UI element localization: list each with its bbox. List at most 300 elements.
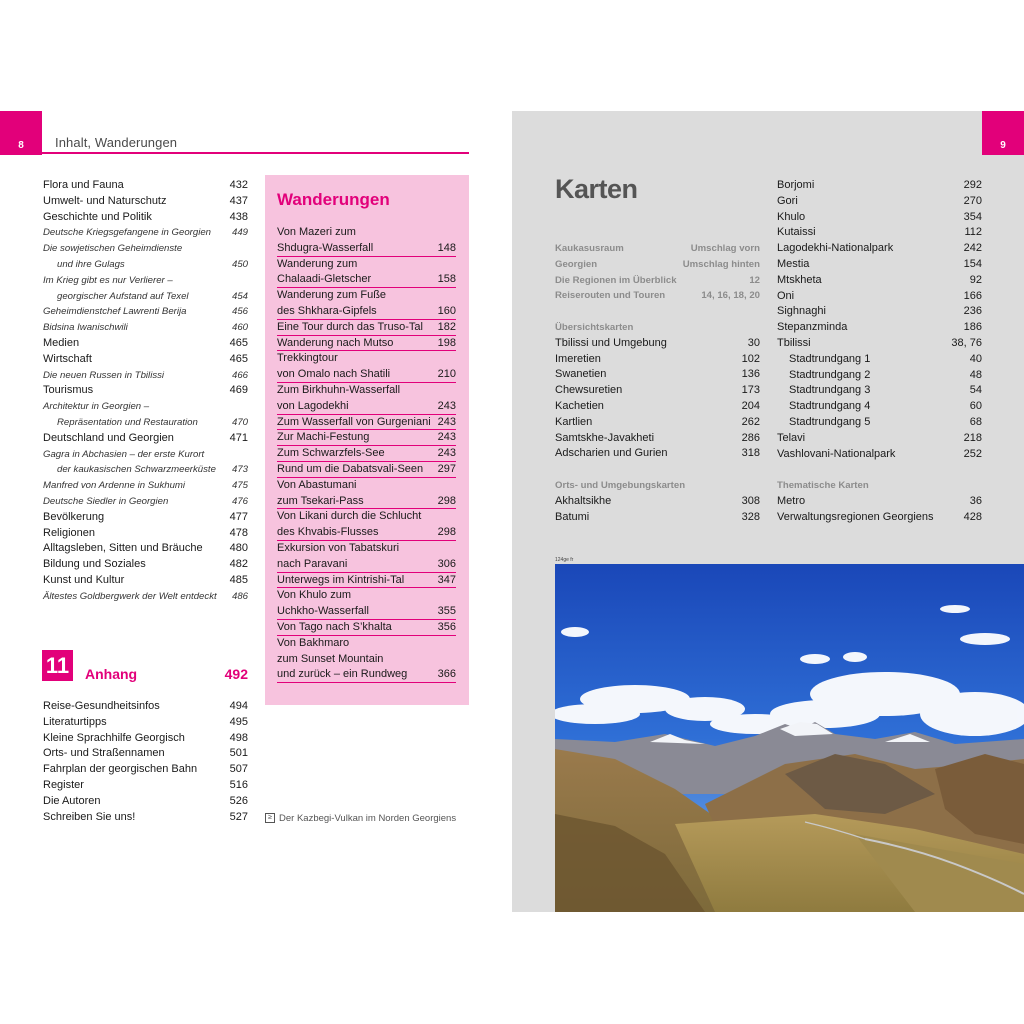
karten-entry-label: Reiserouten und Touren <box>555 290 666 302</box>
karten-entry-label: Telavi <box>777 431 806 444</box>
wanderung-entry <box>277 241 456 257</box>
wanderung-entry-label: des Khvabis-Flusses <box>277 526 379 539</box>
wanderung-entry <box>277 620 456 636</box>
karten-entry <box>777 510 982 526</box>
karten-entry-label: Kartlien <box>555 415 593 428</box>
karten-entry-page: 186 <box>963 321 982 334</box>
karten-entry-label: Orts- und Umgebungskarten <box>555 479 686 491</box>
appendix-entry-page: 526 <box>229 794 248 807</box>
toc-entry-label: georgischer Aufstand auf Texel <box>57 290 189 302</box>
toc-entry-page: 477 <box>229 510 248 523</box>
caption-text: Der Kazbegi-Vulkan im Norden Georgiens <box>279 813 457 824</box>
wanderung-entry <box>277 304 456 320</box>
karten-entry <box>555 399 760 415</box>
karten-entry-page: 60 <box>969 400 982 413</box>
toc-entry-label: Architektur in Georgien – <box>43 401 150 413</box>
toc-entry-page: 449 <box>231 227 248 239</box>
karten-entry <box>777 415 982 431</box>
karten-entry-page: 154 <box>963 257 982 270</box>
appendix-entry <box>43 810 248 826</box>
toc-entry <box>43 336 248 352</box>
karten-entry-label: Kaukasusraum <box>555 243 624 254</box>
karten-entry <box>777 478 982 494</box>
karten-entry-page: 204 <box>741 399 760 412</box>
appendix-entry-label: Register <box>43 778 84 791</box>
wanderung-entry-page: 198 <box>437 336 456 349</box>
karten-entry <box>555 288 760 304</box>
karten-entry-label: Übersichtskarten <box>555 321 634 333</box>
toc-entry-page: 454 <box>231 290 248 302</box>
toc-entry <box>43 510 248 526</box>
toc-entry-page: 476 <box>231 495 248 507</box>
wanderung-entry <box>277 320 456 336</box>
toc-entry-label: Medien <box>43 336 80 349</box>
toc-entry-label: Wirtschaft <box>43 352 92 365</box>
karten-entry-page: 286 <box>741 431 760 444</box>
toc-entry-page: 475 <box>231 480 248 492</box>
karten-entry-page: Umschlag vorn <box>690 243 760 254</box>
toc-entry-label: Geheimdienstchef Lawrenti Berija <box>43 306 187 318</box>
wanderung-entry <box>277 367 456 383</box>
karten-entry <box>777 257 982 273</box>
photo-credit: 124ge fr <box>555 557 574 563</box>
appendix-entry-page: 516 <box>229 778 248 791</box>
wanderung-entry-label: Wanderung zum Fuße <box>277 289 387 302</box>
karten-entry <box>777 210 982 226</box>
toc-entry-page: 482 <box>229 558 248 571</box>
karten-entry <box>777 273 982 289</box>
toc-list <box>43 178 248 605</box>
karten-entry-label: Lagodekhi-Nationalpark <box>777 242 894 255</box>
toc-entry <box>43 304 248 320</box>
karten-entry-page: 236 <box>963 305 982 318</box>
wanderungen-list <box>277 225 456 683</box>
karten-entry <box>777 241 982 257</box>
karten-entry-page: 354 <box>963 210 982 223</box>
wanderung-entry <box>277 478 456 494</box>
karten-entry-label: Gori <box>777 194 798 207</box>
karten-entry-page: 166 <box>963 289 982 302</box>
karten-entry-page: 308 <box>741 494 760 507</box>
wanderung-entry-label: Von Abastumani <box>277 478 357 491</box>
karten-entry-page: 270 <box>963 194 982 207</box>
karten-entry <box>555 320 760 336</box>
toc-entry <box>43 352 248 368</box>
toc-entry-page: 437 <box>229 194 248 207</box>
toc-entry-page: 470 <box>231 416 248 428</box>
appendix-entry-label: Reise-Gesundheitsinfos <box>43 700 160 712</box>
karten-entry <box>555 415 760 431</box>
chapter-number-badge: 11 <box>42 650 73 681</box>
wanderung-entry-label: Wanderung zum <box>277 257 358 270</box>
toc-entry-label: Ältestes Goldbergwerk der Welt entdeckt <box>43 590 217 602</box>
karten-entry-page: 36 <box>969 494 982 507</box>
karten-entry-page: 12 <box>749 274 760 286</box>
wanderung-entry-label: Uchkho-Wasserfall <box>277 605 369 618</box>
appendix-entry-label: Kleine Sprachhilfe Georgisch <box>43 731 185 744</box>
karten-entry-page: 40 <box>969 352 982 365</box>
wanderung-entry-page: 210 <box>437 368 456 381</box>
karten-entry-page: 318 <box>741 447 760 460</box>
wanderung-entry-page: 243 <box>437 415 456 428</box>
toc-entry <box>43 368 248 384</box>
wanderung-entry-label: Von Khulo zum <box>277 589 351 602</box>
karten-entry-label: Tbilissi und Umgebung <box>555 336 667 349</box>
karten-list-col2 <box>777 178 982 526</box>
toc-entry-page: 466 <box>231 369 248 381</box>
karten-entry <box>777 383 982 399</box>
wanderung-entry <box>277 430 456 446</box>
karten-entry <box>555 257 760 273</box>
wanderung-entry-page: 298 <box>437 494 456 507</box>
wanderungen-title: Wanderungen <box>277 190 390 209</box>
toc-entry <box>43 289 248 305</box>
wanderung-entry <box>277 588 456 604</box>
wanderung-entry-label: des Shkhara-Gipfels <box>277 304 377 317</box>
wanderung-entry <box>277 383 456 399</box>
wanderung-entry-label: Eine Tour durch das Truso-Tal <box>277 320 423 333</box>
wanderung-entry-page: 243 <box>437 431 456 444</box>
karten-entry <box>555 352 760 368</box>
karten-entry-label: Georgien <box>555 258 598 270</box>
karten-entry <box>555 446 760 462</box>
toc-entry-page: 456 <box>231 306 248 318</box>
chapter-title: Anhang <box>85 666 138 682</box>
karten-entry-page: 252 <box>963 447 982 460</box>
toc-entry <box>43 225 248 241</box>
karten-entry <box>777 399 982 415</box>
appendix-entry <box>43 699 248 715</box>
karten-entry-label: Mtskheta <box>777 273 822 286</box>
caption-marker-icon: ≥ <box>265 813 275 823</box>
wanderung-entry-label: Exkursion von Tabatskuri <box>277 541 400 554</box>
toc-entry-page: 465 <box>229 336 248 349</box>
wanderung-entry <box>277 604 456 620</box>
wanderung-entry <box>277 225 456 241</box>
wanderung-entry <box>277 494 456 510</box>
karten-entry-label: Vashlovani-Nationalpark <box>777 447 896 460</box>
wanderung-entry <box>277 509 456 525</box>
toc-entry <box>43 273 248 289</box>
wanderung-entry-label: Zur Machi-Festung <box>277 431 370 444</box>
karten-entry-label: Kachetien <box>555 399 604 412</box>
karten-entry-label: Stepanzminda <box>777 321 848 334</box>
toc-entry-label: und ihre Gulags <box>57 258 125 270</box>
karten-entry-label: Metro <box>777 494 806 507</box>
wanderung-entry <box>277 557 456 573</box>
karten-entry <box>555 336 760 352</box>
karten-entry <box>555 462 760 478</box>
karten-entry-label: Akhaltsikhe <box>555 494 612 507</box>
karten-entry <box>777 368 982 384</box>
appendix-entry <box>43 715 248 731</box>
karten-entry-label: Die Regionen im Überblick <box>555 274 677 286</box>
toc-entry <box>43 241 248 257</box>
toc-entry <box>43 589 248 605</box>
karten-entry <box>555 478 760 494</box>
karten-entry <box>777 304 982 320</box>
toc-entry <box>43 431 248 447</box>
wanderung-entry-label: Shdugra-Wasserfall <box>277 241 374 254</box>
wanderung-entry <box>277 573 456 589</box>
wanderung-entry-page: 306 <box>437 557 456 570</box>
wanderung-entry-page: 347 <box>437 573 456 586</box>
toc-entry <box>43 462 248 478</box>
toc-entry-page: 471 <box>229 431 248 444</box>
toc-entry-label: Bildung und Soziales <box>43 558 146 571</box>
toc-entry-label: Die sowjetischen Geheimdienste <box>43 243 183 255</box>
karten-entry <box>555 383 760 399</box>
toc-entry-page: 486 <box>231 590 248 602</box>
page-number-right: 9 <box>982 111 1024 155</box>
toc-entry <box>43 494 248 510</box>
karten-entry <box>777 462 982 478</box>
appendix-entry <box>43 731 248 747</box>
wanderung-entry-page: 148 <box>437 241 456 254</box>
toc-entry-label: Geschichte und Politik <box>43 210 152 223</box>
karten-entry-label: Thematische Karten <box>777 480 869 492</box>
karten-entry-label: Samtskhe-Javakheti <box>555 431 655 444</box>
wanderung-entry <box>277 399 456 415</box>
wanderung-entry-label: Trekkingtour <box>277 352 338 365</box>
wanderung-entry <box>277 525 456 541</box>
toc-entry <box>43 526 248 542</box>
karten-entry <box>555 241 760 257</box>
toc-entry-page: 465 <box>229 352 248 365</box>
karten-entry <box>555 273 760 289</box>
wanderung-entry-page: 366 <box>437 668 456 681</box>
toc-entry <box>43 399 248 415</box>
toc-entry <box>43 257 248 273</box>
wanderung-entry <box>277 288 456 304</box>
karten-entry <box>777 320 982 336</box>
toc-entry-label: Repräsentation und Restauration <box>57 416 198 428</box>
toc-entry-label: Die neuen Russen in Tbilissi <box>43 369 165 381</box>
toc-entry-label: Alltagsleben, Sitten und Bräuche <box>43 542 203 555</box>
toc-entry-label: Manfred von Ardenne in Sukhumi <box>43 480 186 492</box>
karten-entry <box>777 178 982 194</box>
karten-entry-label: Stadtrundgang 2 <box>789 368 871 381</box>
wanderung-entry-label: Zum Schwarzfels-See <box>277 447 385 460</box>
toc-entry-label: Flora und Fauna <box>43 179 124 191</box>
wanderung-entry-label: zum Tsekari-Pass <box>277 494 364 507</box>
karten-entry <box>777 336 982 352</box>
appendix-entry-label: Die Autoren <box>43 794 101 807</box>
karten-entry-page: 112 <box>964 226 982 239</box>
toc-entry <box>43 478 248 494</box>
karten-entry-page: 54 <box>969 384 982 397</box>
appendix-list <box>43 699 248 825</box>
toc-entry-label: Religionen <box>43 526 95 539</box>
karten-entry-page: 173 <box>741 384 760 397</box>
wanderung-entry-label: Zum Wasserfall von Gurgeniani <box>277 415 431 428</box>
wanderung-entry-label: Unterwegs im Kintrishi-Tal <box>277 573 405 586</box>
toc-entry-label: Im Krieg gibt es nur Verlierer – <box>43 274 173 286</box>
toc-entry <box>43 557 248 573</box>
photo-caption <box>265 813 456 824</box>
appendix-entry-page: 495 <box>229 715 248 728</box>
wanderung-entry-label: Rund um die Dabatsvali-Seen <box>277 462 424 475</box>
wanderung-entry <box>277 636 456 652</box>
header-divider <box>42 152 469 154</box>
appendix-entry-page: 527 <box>229 810 248 823</box>
appendix-entry-page: 501 <box>229 747 248 760</box>
wanderung-entry <box>277 272 456 288</box>
karten-entry-page: 242 <box>963 242 982 255</box>
karten-entry-label: Chewsuretien <box>555 384 623 397</box>
wanderung-entry-page: 356 <box>437 620 456 633</box>
wanderung-entry-label: zum Sunset Mountain <box>277 652 384 665</box>
karten-entry-label: Swanetien <box>555 368 607 381</box>
karten-entry <box>555 304 760 320</box>
wanderung-entry <box>277 257 456 273</box>
toc-entry-page: 478 <box>229 526 248 539</box>
page-number-left: 8 <box>0 111 42 155</box>
toc-entry-label: Deutsche Kriegsgefangene in Georgien <box>43 227 212 239</box>
wanderung-entry <box>277 667 456 683</box>
wanderung-entry-page: 355 <box>437 605 456 618</box>
karten-entry-label: Borjomi <box>777 179 815 191</box>
karten-entry-label: Adscharien und Gurien <box>555 447 668 460</box>
karten-list-col1 <box>555 241 760 525</box>
karten-entry <box>777 494 982 510</box>
wanderung-entry <box>277 351 456 367</box>
wanderung-entry <box>277 462 456 478</box>
appendix-entry-label: Fahrplan der georgischen Bahn <box>43 763 198 776</box>
karten-entry <box>777 447 982 463</box>
wanderung-entry-page: 182 <box>437 320 456 333</box>
karten-entry <box>777 289 982 305</box>
wanderung-entry <box>277 415 456 431</box>
toc-entry-label: Bidsina Iwanischwili <box>43 322 128 334</box>
karten-entry <box>555 510 760 526</box>
appendix-entry-page: 507 <box>229 763 248 776</box>
page-header-title: Inhalt, Wanderungen <box>55 135 178 150</box>
wanderung-entry <box>277 446 456 462</box>
karten-entry-page: 30 <box>747 336 760 349</box>
toc-entry-label: Deutschland und Georgien <box>43 431 174 444</box>
toc-entry <box>43 320 248 336</box>
appendix-entry-label: Orts- und Straßennamen <box>43 747 165 760</box>
wanderung-entry-label: von Omalo nach Shatili <box>277 368 391 381</box>
karten-title: Karten <box>555 174 638 204</box>
appendix-entry <box>43 762 248 778</box>
toc-entry-page: 432 <box>229 179 248 191</box>
karten-entry-label: Khulo <box>777 210 806 223</box>
wanderung-entry-label: Wanderung nach Mutso <box>277 336 394 349</box>
karten-entry-label: Sighnaghi <box>777 305 826 318</box>
toc-entry-page: 460 <box>231 322 248 334</box>
toc-entry <box>43 194 248 210</box>
appendix-entry-page: 494 <box>229 700 248 712</box>
toc-entry-label: Deutsche Siedler in Georgien <box>43 495 169 507</box>
karten-entry-page: 68 <box>969 415 982 428</box>
karten-entry-label: Kutaissi <box>777 226 816 239</box>
karten-entry-label: Verwaltungsregionen Georgiens <box>777 510 934 523</box>
appendix-entry-page: 498 <box>229 731 248 744</box>
karten-entry-page: 48 <box>969 368 982 381</box>
wanderung-entry-label: Von Bakhmaro <box>277 636 350 649</box>
wanderung-entry <box>277 336 456 352</box>
toc-entry-label: Umwelt- und Naturschutz <box>43 194 167 207</box>
karten-entry-page: 136 <box>741 368 760 381</box>
toc-entry-page: 480 <box>229 542 248 555</box>
toc-entry-label: Gagra in Abchasien – der erste Kurort <box>43 448 205 460</box>
karten-entry-label: Stadtrundgang 5 <box>789 415 871 428</box>
appendix-entry-label: Literaturtipps <box>43 715 107 728</box>
karten-entry-page: 218 <box>963 431 982 444</box>
toc-entry-page: 473 <box>231 464 248 476</box>
toc-entry <box>43 573 248 589</box>
karten-entry-label: Tbilissi <box>777 336 811 349</box>
toc-entry <box>43 210 248 226</box>
toc-entry <box>43 447 248 463</box>
karten-entry <box>777 431 982 447</box>
toc-entry <box>43 415 248 431</box>
karten-entry-page: 92 <box>969 273 982 286</box>
chapter-page: 492 <box>224 666 248 682</box>
karten-entry-page: 292 <box>963 179 982 191</box>
karten-entry-page: 328 <box>741 510 760 523</box>
appendix-entry <box>43 746 248 762</box>
toc-entry-label: Bevölkerung <box>43 510 105 523</box>
karten-entry-page: 14, 16, 18, 20 <box>701 290 760 302</box>
karten-entry <box>555 494 760 510</box>
karten-entry <box>777 352 982 368</box>
karten-entry-page: 262 <box>741 415 760 428</box>
appendix-entry-label: Schreiben Sie uns! <box>43 810 136 823</box>
wanderung-entry-page: 298 <box>437 526 456 539</box>
wanderung-entry-label: Zum Birkhuhn-Wasserfall <box>277 383 401 396</box>
appendix-entry <box>43 794 248 810</box>
wanderung-entry-label: Von Likani durch die Schlucht <box>277 510 422 523</box>
toc-entry-label: der kaukasischen Schwarzmeerküste <box>57 464 216 476</box>
karten-entry-page: Umschlag hinten <box>682 258 760 270</box>
toc-entry <box>43 541 248 557</box>
toc-entry <box>43 178 248 194</box>
toc-entry-label: Kunst und Kultur <box>43 573 125 586</box>
wanderung-entry-page: 160 <box>437 304 456 317</box>
wanderung-entry-page: 297 <box>437 462 456 475</box>
wanderung-entry-page: 158 <box>437 273 456 286</box>
wanderung-entry-label: Von Mazeri zum <box>277 226 356 238</box>
karten-entry <box>555 367 760 383</box>
wanderung-entry-page: 243 <box>437 399 456 412</box>
toc-entry-page: 450 <box>231 258 248 270</box>
karten-entry <box>777 194 982 210</box>
wanderung-entry <box>277 541 456 557</box>
toc-entry-label: Tourismus <box>43 384 94 397</box>
karten-entry <box>555 431 760 447</box>
toc-entry-page: 469 <box>229 384 248 397</box>
wanderung-entry-label: Von Tago nach S’khalta <box>277 620 392 633</box>
toc-entry <box>43 383 248 399</box>
wanderung-entry-label: nach Paravani <box>277 557 348 570</box>
wanderung-entry <box>277 652 456 668</box>
karten-entry-label: Stadtrundgang 3 <box>789 384 871 397</box>
wanderung-entry-label: von Lagodekhi <box>277 399 349 412</box>
wanderung-entry-label: Chalaadi-Gletscher <box>277 273 372 286</box>
karten-entry-label: Stadtrundgang 1 <box>789 352 871 365</box>
karten-entry-label: Batumi <box>555 510 590 523</box>
karten-entry-label: Mestia <box>777 257 810 270</box>
wanderung-entry-page: 243 <box>437 447 456 460</box>
toc-entry-page: 485 <box>229 573 248 586</box>
karten-entry-label: Oni <box>777 289 795 302</box>
kazbegi-landscape-photo <box>555 564 1024 912</box>
wanderung-entry-label: und zurück – ein Rundweg <box>277 668 408 681</box>
karten-entry <box>777 225 982 241</box>
